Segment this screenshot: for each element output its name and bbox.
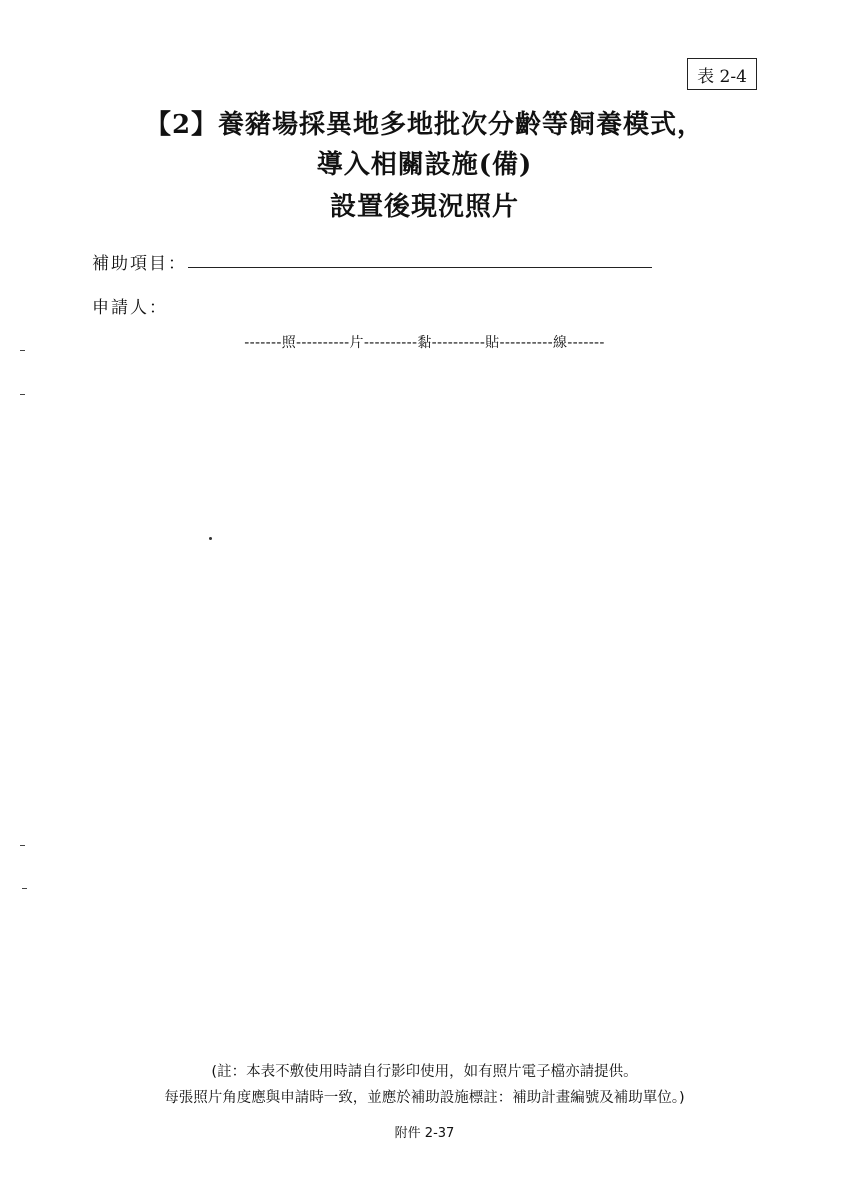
- title-line-2: 導入相關設施(備): [316, 150, 533, 180]
- form-number-box: [687, 58, 757, 90]
- title-line-3: 設置後現況照片: [329, 192, 519, 222]
- photo-paste-area[interactable]: [60, 360, 790, 1040]
- form-number: 表 2-4: [697, 66, 747, 87]
- applicant-label: 申請人：: [92, 298, 168, 318]
- scan-speck: [209, 537, 212, 540]
- scan-mark: [22, 888, 27, 889]
- scan-mark: [20, 394, 25, 395]
- subsidy-item-label: 補助項目：: [92, 254, 187, 274]
- title-line-1: 【2】養豬場採異地多地批次分齡等飼養模式，: [144, 110, 705, 140]
- photo-paste-cut-line: -------照----------片----------黏----------貼----------線-------: [244, 335, 605, 351]
- footer-note-line-2: 每張照片角度應與申請時一致，並應於補助設施標註：補助計畫編號及補助單位。): [164, 1090, 685, 1106]
- scan-mark: [20, 845, 25, 846]
- footer-note-line-1: (註：本表不敷使用時請自行影印使用，如有照片電子檔亦請提供。: [211, 1064, 638, 1080]
- scan-mark: [20, 350, 25, 351]
- page-number: 附件 2-37: [394, 1126, 455, 1141]
- subsidy-item-field[interactable]: [188, 267, 652, 268]
